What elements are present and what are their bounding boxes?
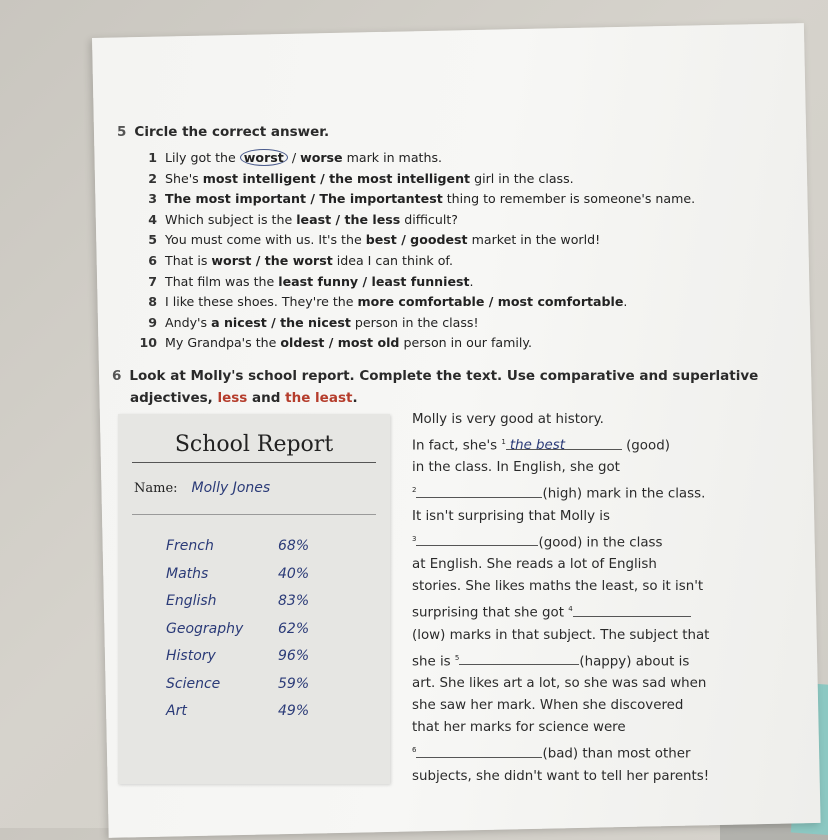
text-line-2 bbox=[412, 431, 712, 457]
grade-subject: English bbox=[166, 593, 217, 609]
gap-6-number: 6 bbox=[412, 746, 417, 755]
item-number: 7 bbox=[148, 273, 157, 289]
exercise-5-item bbox=[137, 272, 695, 293]
answer-option[interactable]: a nicest / the nicest bbox=[211, 314, 351, 330]
answer-option[interactable]: most intelligent / the most intelligent bbox=[202, 170, 471, 186]
instruction-period: . bbox=[352, 390, 358, 406]
text-line-15b: (bad) than most other bbox=[542, 746, 691, 762]
item-number: 10 bbox=[139, 335, 157, 351]
exercise-5-item bbox=[137, 210, 695, 231]
grade-subject: Maths bbox=[166, 565, 209, 582]
grade-score: 83% bbox=[278, 593, 310, 609]
grade-score: 49% bbox=[278, 703, 310, 719]
gap-5-blank[interactable] bbox=[459, 650, 579, 665]
item-text: market in the world! bbox=[467, 232, 601, 248]
item-text: That film was the bbox=[165, 273, 279, 289]
exercise-5-item bbox=[137, 333, 695, 354]
text-line-16: subjects, she didn't want to tell her parents! bbox=[412, 768, 710, 784]
answer-option[interactable]: worst / the worst bbox=[211, 252, 333, 268]
gap-3-number: 3 bbox=[412, 534, 417, 543]
answer-option[interactable]: oldest / most old bbox=[280, 335, 400, 351]
item-text: difficult? bbox=[400, 211, 458, 227]
answer-option[interactable]: least funny / least funniest bbox=[278, 273, 470, 289]
report-name-value: Molly Jones bbox=[191, 480, 271, 496]
text-line-2b: (good) bbox=[621, 438, 670, 454]
exercise-6-heading bbox=[112, 365, 758, 409]
answer-option[interactable]: best / goodest bbox=[365, 232, 468, 248]
text-line-11 bbox=[412, 647, 712, 673]
text-line-3: in the class. In English, she got bbox=[412, 460, 620, 476]
gap-2-blank[interactable] bbox=[416, 483, 542, 498]
gap-3-blank[interactable] bbox=[416, 531, 538, 546]
text-line-11a: she is bbox=[412, 654, 455, 670]
grade-score: 68% bbox=[278, 538, 310, 554]
text-line-4b: (high) mark in the class. bbox=[542, 486, 706, 502]
text-line-12: art. She likes art a lot, so she was sad when bbox=[412, 676, 707, 692]
grade-subject: French bbox=[166, 538, 214, 554]
grade-score: 96% bbox=[278, 648, 310, 664]
item-text: / bbox=[287, 150, 301, 165]
gap-4-number: 4 bbox=[568, 605, 573, 614]
gap-5-number: 5 bbox=[454, 653, 460, 662]
item-text: I like these shoes. They're the bbox=[165, 294, 358, 310]
text-line-10: (low) marks in that subject. The subject that bbox=[412, 627, 710, 643]
text-line-9a: surprising that she got bbox=[412, 605, 569, 621]
gap-1-answer[interactable]: the best bbox=[506, 435, 622, 450]
item-text: She's bbox=[165, 170, 203, 186]
keyword-the-least: the least bbox=[285, 390, 353, 406]
gap-6-blank[interactable] bbox=[416, 743, 542, 758]
exercise-5-item bbox=[137, 169, 695, 190]
grade-subject: Art bbox=[166, 703, 187, 719]
answer-option[interactable]: more comfortable / most comfortable bbox=[357, 294, 624, 310]
item-number: 1 bbox=[148, 150, 157, 165]
exercise-5-items bbox=[137, 148, 695, 354]
answer-option[interactable]: worst bbox=[240, 149, 288, 166]
item-number: 6 bbox=[148, 252, 157, 268]
item-number: 8 bbox=[148, 294, 157, 310]
report-name-rule bbox=[132, 514, 376, 515]
grade-subject: Science bbox=[166, 675, 221, 692]
grade-score: 59% bbox=[278, 675, 310, 692]
answer-option[interactable]: least / the less bbox=[296, 211, 401, 227]
item-number: 5 bbox=[148, 232, 157, 248]
text-line-5: It isn't surprising that Molly is bbox=[412, 508, 610, 524]
text-line-11b: (happy) about is bbox=[579, 654, 690, 670]
text-line-6 bbox=[412, 528, 712, 554]
exercise-5-item bbox=[137, 189, 695, 210]
item-number: 3 bbox=[148, 191, 157, 207]
exercise-6-instruction-line1: Look at Molly's school report. Complete the text. Use comparative and superlative bbox=[129, 368, 759, 384]
report-name-label: Name: bbox=[134, 481, 178, 496]
item-number: 2 bbox=[148, 170, 157, 186]
item-text: person in the class! bbox=[350, 314, 479, 330]
gap-2-number: 2 bbox=[412, 486, 417, 495]
item-text: Lily got the bbox=[165, 150, 240, 165]
item-text: . bbox=[623, 294, 628, 310]
text-line-13: she saw her mark. When she discovered bbox=[412, 698, 684, 714]
item-text: person in our family. bbox=[399, 335, 533, 351]
report-name-line bbox=[134, 480, 270, 496]
item-number: 4 bbox=[148, 211, 157, 227]
grade-score: 40% bbox=[278, 565, 310, 582]
item-number: 9 bbox=[148, 314, 157, 330]
grade-subject: Geography bbox=[166, 620, 244, 637]
item-text: Which subject is the bbox=[165, 211, 297, 227]
exercise-5-heading bbox=[117, 124, 329, 140]
keyword-and: and bbox=[247, 390, 286, 406]
exercise-5-number: 5 bbox=[117, 124, 127, 140]
item-text: thing to remember is someone's name. bbox=[442, 191, 696, 207]
text-line-15 bbox=[412, 739, 712, 765]
grade-subject: History bbox=[166, 648, 216, 664]
exercise-5-instruction: Circle the correct answer. bbox=[134, 124, 330, 140]
text-line-7: at English. She reads a lot of English bbox=[412, 557, 657, 573]
grade-score: 62% bbox=[278, 620, 310, 637]
exercise-5-item bbox=[137, 292, 695, 313]
text-line-4 bbox=[412, 479, 712, 505]
text-line-9 bbox=[412, 598, 712, 624]
text-line-6b: (good) in the class bbox=[538, 535, 663, 551]
gap-4-blank[interactable] bbox=[573, 602, 691, 617]
item-text: idea I can think of. bbox=[332, 252, 453, 268]
text-line-2a: In fact, she's bbox=[412, 438, 502, 454]
item-text: . bbox=[469, 273, 474, 289]
report-title: School Report bbox=[174, 432, 334, 457]
keyword-less: less bbox=[217, 390, 248, 406]
gap-1-number: 1 bbox=[501, 438, 506, 446]
text-line-1: Molly is very good at history. bbox=[412, 412, 604, 427]
item-text: mark in maths. bbox=[342, 150, 443, 165]
text-line-8: stories. She likes maths the least, so it isn't bbox=[412, 579, 704, 595]
answer-option[interactable]: worse bbox=[300, 150, 343, 165]
exercise-5-item bbox=[137, 251, 695, 272]
exercise-5-item bbox=[137, 230, 695, 251]
item-text: That is bbox=[165, 252, 212, 268]
gap-fill-text bbox=[412, 409, 712, 788]
item-text: Andy's bbox=[165, 314, 212, 330]
item-text: girl in the class. bbox=[470, 170, 574, 186]
exercise-5-item bbox=[137, 313, 695, 334]
school-report-card bbox=[118, 414, 390, 784]
answer-option[interactable]: The most important / The importantest bbox=[165, 191, 443, 207]
exercise-6-instruction-line2: adjectives, bbox=[130, 390, 218, 406]
exercise-5-item bbox=[137, 148, 695, 169]
item-text: My Grandpa's the bbox=[165, 335, 281, 351]
text-line-14: that her marks for science were bbox=[412, 720, 626, 736]
report-title-rule bbox=[132, 462, 376, 463]
exercise-6-number: 6 bbox=[112, 368, 122, 384]
item-text: You must come with us. It's the bbox=[165, 232, 366, 248]
